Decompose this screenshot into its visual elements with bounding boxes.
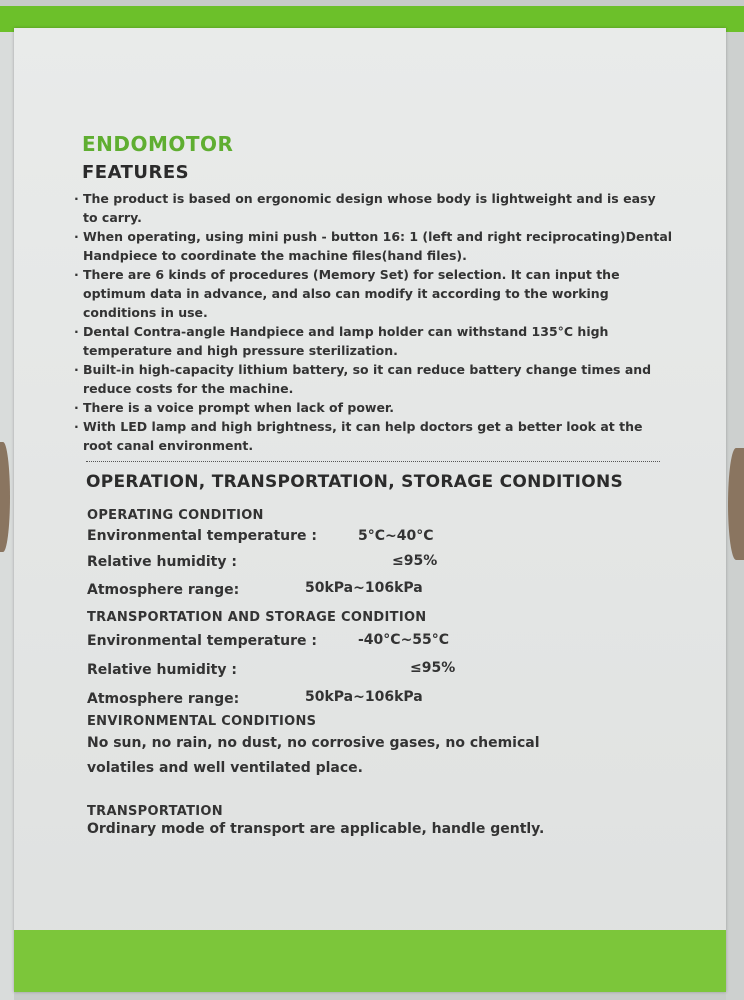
feature-item: · With LED lamp and high brightness, it can help doctors get a better look at the root canal environment. (74, 417, 674, 455)
operating-atm-label: Atmosphere range: (87, 582, 240, 598)
feature-item: · There is a voice prompt when lack of power. (74, 398, 674, 417)
feature-list (74, 189, 674, 455)
operating-atm-value: 50kPa~106kPa (305, 580, 423, 596)
feature-item: · Built-in high-capacity lithium battery, so it can reduce battery change times and reduce costs for the machine. (74, 360, 674, 398)
transportation-title: TRANSPORTATION (87, 804, 223, 819)
transport-atm-label: Atmosphere range: (87, 691, 240, 707)
transport-humidity-value: ≤95% (410, 660, 456, 676)
features-heading: FEATURES (82, 162, 190, 183)
feature-item: · When operating, using mini push - button 16: 1 (left and right reciprocating)Dental Handpiece to coordinate the machine files(hand files). (74, 227, 674, 265)
operating-humidity-value: ≤95% (392, 553, 438, 569)
operating-temp-value: 5°C~40°C (358, 528, 434, 544)
transportation-text: Ordinary mode of transport are applicable, handle gently. (87, 821, 545, 837)
transport-storage-title: TRANSPORTATION AND STORAGE CONDITION (87, 610, 427, 625)
transport-atm-value: 50kPa~106kPa (305, 689, 423, 705)
operating-humidity-label: Relative humidity : (87, 554, 237, 570)
transport-temp-value: -40°C~55°C (358, 632, 450, 648)
feature-item: · There are 6 kinds of procedures (Memory Set) for selection. It can input the optimum data in advance, and also can modify it according to the working conditions in use. (74, 265, 674, 322)
brand-title: ENDOMOTOR (82, 132, 234, 156)
environmental-text: No sun, no rain, no dust, no corrosive gases, no chemical volatiles and well ventilated place. (87, 735, 540, 776)
dotted-divider (86, 461, 660, 462)
operating-condition-title: OPERATING CONDITION (87, 508, 264, 523)
conditions-heading: OPERATION, TRANSPORTATION, STORAGE CONDITIONS (86, 472, 624, 492)
operating-temp-label: Environmental temperature : (87, 528, 317, 544)
transport-humidity-label: Relative humidity : (87, 662, 237, 678)
environmental-title: ENVIRONMENTAL CONDITIONS (87, 714, 317, 729)
feature-item: · Dental Contra-angle Handpiece and lamp holder can withstand 135°C high temperature and high pressure sterilization. (74, 322, 674, 360)
transport-temp-label: Environmental temperature : (87, 633, 317, 649)
feature-item: · The product is based on ergonomic design whose body is lightweight and is easy to carry. (74, 189, 674, 227)
